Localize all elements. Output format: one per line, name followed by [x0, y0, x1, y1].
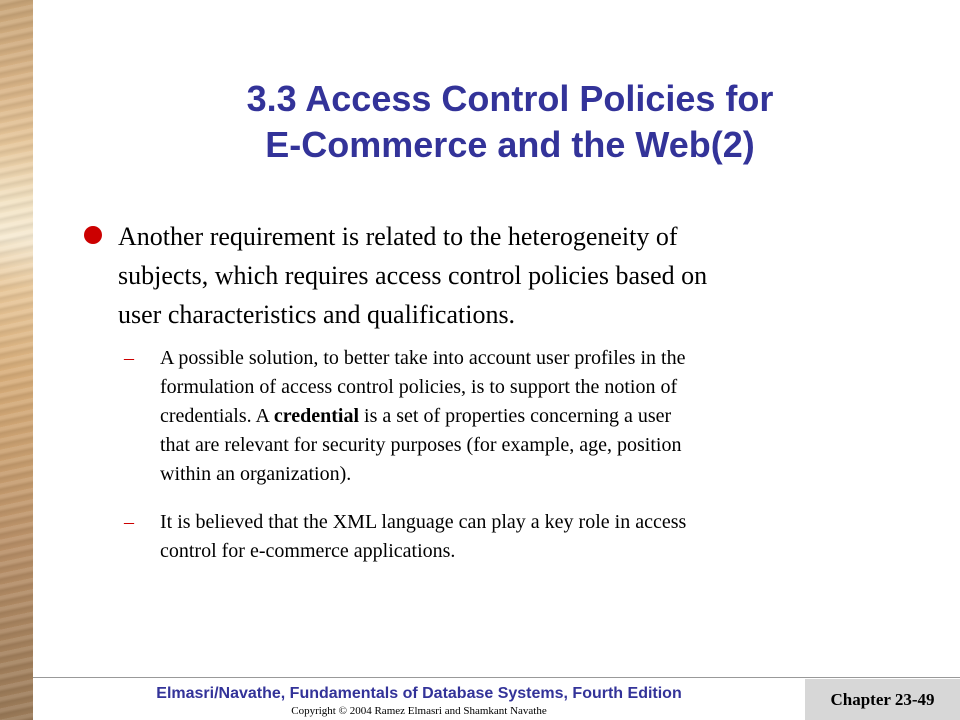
slide-title-line: E-Commerce and the Web(2): [265, 124, 755, 165]
text-line: formulation of access control policies, is to support the notion of: [160, 376, 678, 398]
text-line: It is believed that the XML language can play a key role in access: [160, 511, 687, 533]
footer-divider: [33, 677, 960, 678]
sub-bullet-text: [160, 508, 686, 566]
main-bullet-text: [118, 217, 707, 334]
text-line: user characteristics and qualifications.: [118, 300, 516, 329]
bullet-dot-icon: [84, 226, 102, 244]
slide-title: [160, 76, 860, 168]
text-line: that are relevant for security purposes (for example, age, position: [160, 434, 682, 456]
dash-bullet-icon: –: [124, 347, 134, 369]
text-line: Another requirement is related to the heterogeneity of: [118, 222, 678, 251]
footer-book-title: Elmasri/Navathe, Fundamentals of Database Systems, Fourth Edition: [156, 685, 682, 702]
footer-copyright: Copyright © 2004 Ramez Elmasri and Shamkant Navathe: [291, 705, 547, 717]
text-segment: is a set of properties concerning a user: [359, 405, 672, 427]
credential-term: credential: [273, 405, 360, 427]
chapter-page-box: [805, 679, 960, 720]
text-line-with-term: [160, 402, 685, 431]
text-line: A possible solution, to better take into account user profiles in the: [160, 347, 686, 369]
chapter-page-label: Chapter 23-49: [830, 690, 935, 709]
slide-title-line: 3.3 Access Control Policies for: [246, 78, 774, 119]
sub-bullet-text: [160, 344, 685, 489]
text-line: within an organization).: [160, 463, 352, 485]
desert-sand-image-strip: [0, 0, 33, 720]
dash-bullet-icon: –: [124, 511, 134, 533]
text-segment: credentials. A: [160, 405, 274, 427]
text-line: control for e-commerce applications.: [160, 540, 456, 562]
text-line: subjects, which requires access control policies based on: [118, 261, 708, 290]
